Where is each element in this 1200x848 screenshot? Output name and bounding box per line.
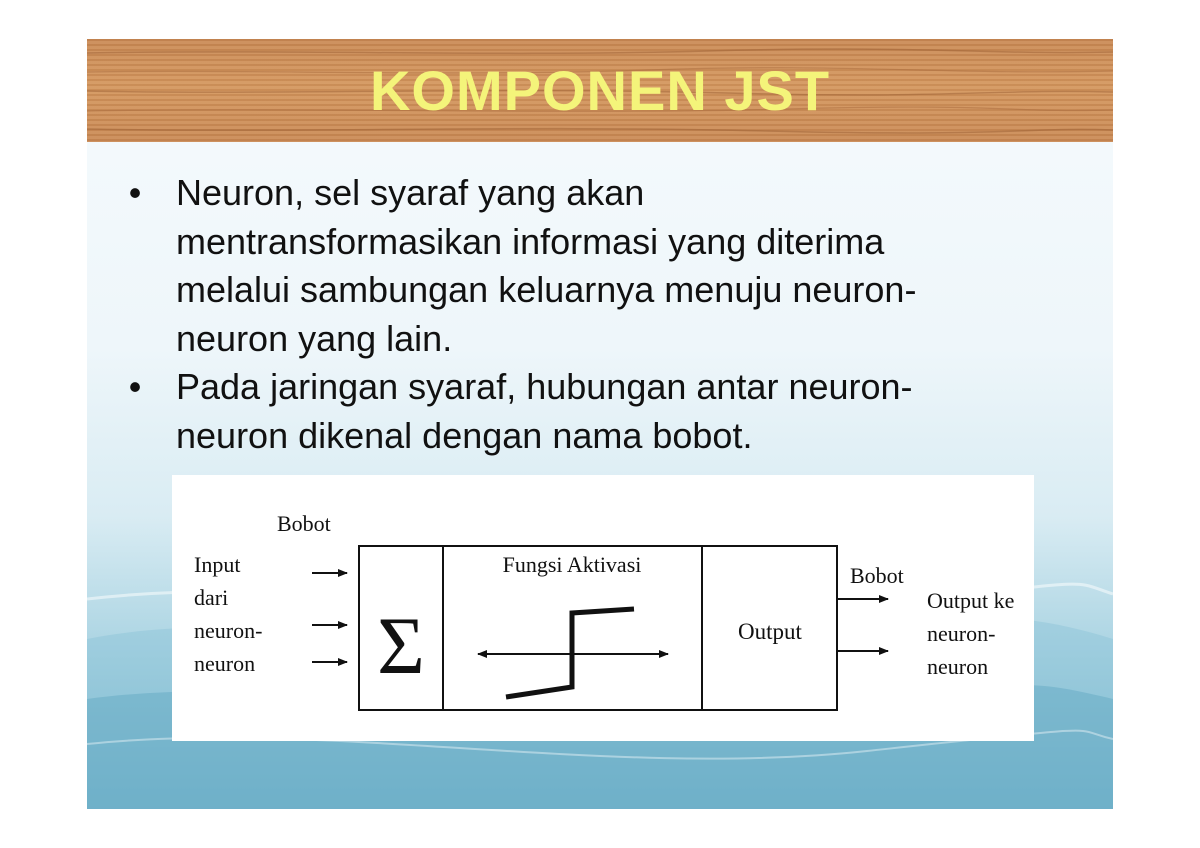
sigma-symbol: Σ [377, 600, 425, 691]
output-ke-label-line: neuron [927, 654, 989, 679]
input-label-line: neuron [194, 651, 256, 676]
title-bar [87, 39, 1113, 142]
neuron-diagram-svg [172, 475, 1034, 741]
neuron-diagram [172, 475, 1034, 741]
input-label-line: Input [194, 552, 241, 577]
bullet-line: mentransformasikan informasi yang diterima [176, 220, 885, 262]
input-label-line: neuron- [194, 618, 263, 643]
bullet-line: melalui sambungan keluarnya menuju neuron- [176, 269, 917, 310]
output-ke-label-line: neuron- [927, 621, 996, 646]
input-label-line: dari [194, 585, 229, 610]
bullet-list [120, 169, 1080, 460]
bobot-in-label: Bobot [277, 511, 331, 536]
slide [87, 39, 1113, 809]
bullet-item [120, 169, 1080, 363]
bullet-marker: • [128, 366, 142, 407]
bullet-line: Neuron, sel syaraf yang akan [176, 172, 645, 213]
slide-title: KOMPONEN JST [369, 59, 831, 122]
output-ke-label-line: Output ke [927, 588, 1015, 613]
bobot-out-label: Bobot [850, 563, 904, 588]
output-label: Output [738, 619, 802, 644]
bullet-line: neuron yang lain. [176, 317, 453, 359]
bullet-line: Pada jaringan syaraf, hubungan antar neuron- [176, 366, 913, 407]
bullet-line: neuron dikenal dengan nama bobot. [176, 414, 753, 456]
bullet-marker: • [128, 172, 142, 213]
bullet-item [120, 363, 1080, 460]
fungsi-aktivasi-label: Fungsi Aktivasi [502, 552, 642, 577]
